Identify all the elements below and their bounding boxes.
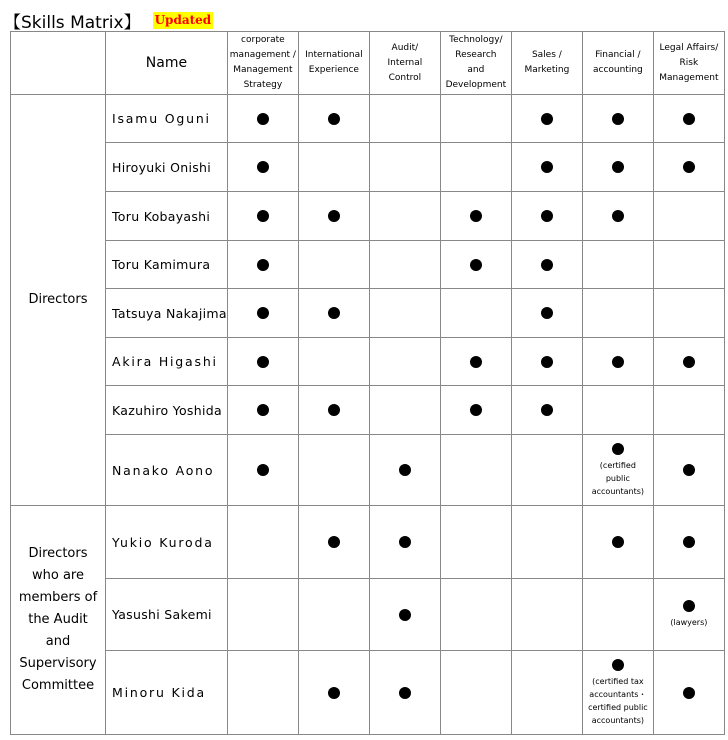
skill-cell-content: [228, 161, 298, 173]
skill-dot-icon: [257, 113, 269, 125]
skill-cell-content: [512, 113, 582, 125]
skill-cell: [369, 386, 440, 435]
skill-cell: [227, 241, 298, 289]
skill-cell: [440, 651, 511, 735]
header-line: Management: [659, 72, 719, 83]
skill-cell: [653, 506, 724, 579]
skill-dot-icon: [541, 161, 553, 173]
skill-cell: [511, 506, 582, 579]
skill-cell-content: [654, 687, 724, 699]
table-row: [11, 289, 725, 338]
skill-dot-icon: [257, 259, 269, 271]
skill-cell: [582, 289, 653, 338]
skill-cell: [298, 386, 369, 435]
skill-cell: [298, 506, 369, 579]
skill-cell-content: [654, 536, 724, 548]
skill-cell: [653, 651, 724, 735]
skill-cell-content: [441, 404, 511, 416]
skill-cell: [582, 143, 653, 192]
skill-cell: [298, 192, 369, 241]
skill-header-technology: [440, 32, 511, 95]
skill-header-financial: [582, 32, 653, 95]
skill-dot-icon: [328, 210, 340, 222]
skill-cell-content: [512, 161, 582, 173]
skill-cell-content: [654, 464, 724, 476]
qualification-note-line: (certified: [599, 460, 636, 470]
group-label-line: who are: [32, 568, 84, 583]
director-name: Yasushi Sakemi: [106, 579, 228, 651]
table-row: [11, 143, 725, 192]
group-label-line: members of: [18, 590, 98, 605]
skill-cell-content: [370, 536, 440, 548]
skill-header-management: [227, 32, 298, 95]
skill-cell-content: [228, 210, 298, 222]
table-row: [11, 192, 725, 241]
skill-cell: [227, 143, 298, 192]
director-name: Yukio Kuroda: [106, 506, 228, 579]
skill-dot-icon: [683, 113, 695, 125]
skill-dot-icon: [683, 464, 695, 476]
director-name: Minoru Kida: [106, 651, 228, 735]
skill-dot-icon: [257, 307, 269, 319]
skill-cell: [582, 338, 653, 386]
skill-cell-content: [583, 210, 653, 222]
skill-cell: [511, 241, 582, 289]
skill-cell: [511, 579, 582, 651]
skill-cell: [582, 651, 653, 735]
skill-cell-content: [370, 609, 440, 621]
header-line: management /: [229, 50, 296, 60]
skill-cell: [227, 338, 298, 386]
header-line: Technology/: [449, 35, 503, 45]
skill-cell: [653, 192, 724, 241]
qualification-note-line: accountants): [591, 486, 645, 496]
skill-dot-icon: [399, 536, 411, 548]
header-row: [11, 32, 725, 95]
table-row: [11, 651, 725, 735]
skill-cell-content: [228, 307, 298, 319]
director-name: Akira Higashi: [106, 338, 228, 386]
group-header-cell: [11, 32, 106, 95]
director-name: Isamu Oguni: [106, 95, 228, 143]
header-line: and: [467, 65, 485, 75]
skill-cell: [582, 241, 653, 289]
skill-cell: [298, 435, 369, 506]
skill-cell: [298, 579, 369, 651]
skill-cell-content: [654, 356, 724, 368]
skill-cell: [582, 435, 653, 506]
skill-dot-icon: [541, 356, 553, 368]
director-name: Toru Kobayashi: [106, 192, 228, 241]
skill-cell-content: [370, 464, 440, 476]
skill-cell: [369, 579, 440, 651]
table-row: [11, 386, 725, 435]
skill-cell: [440, 95, 511, 143]
skill-dot-icon: [328, 536, 340, 548]
matrix-body: [11, 95, 725, 735]
skill-cell: [369, 241, 440, 289]
skill-dot-icon: [612, 443, 624, 455]
skill-cell: [440, 579, 511, 651]
skill-cell: [298, 241, 369, 289]
skill-cell-content: [299, 687, 369, 699]
updated-badge: Updated: [154, 12, 212, 27]
skill-cell-content: [654, 161, 724, 173]
skill-cell: [298, 338, 369, 386]
qualification-note-line: public: [605, 473, 630, 483]
skill-header-legal: [653, 32, 724, 95]
skill-cell-content: [583, 443, 653, 498]
skill-dot-icon: [399, 464, 411, 476]
skill-cell-content: [583, 113, 653, 125]
qualification-note: [588, 675, 648, 727]
skill-cell: [582, 95, 653, 143]
skill-dot-icon: [470, 356, 482, 368]
qualification-note: [670, 616, 707, 629]
skill-dot-icon: [612, 536, 624, 548]
skill-cell: [653, 95, 724, 143]
skill-cell: [653, 289, 724, 338]
skill-cell: [511, 435, 582, 506]
skill-cell-content: [441, 259, 511, 271]
skill-dot-icon: [612, 659, 624, 671]
skill-cell: [298, 651, 369, 735]
skill-cell-content: [654, 113, 724, 125]
header-line: Sales /: [531, 50, 562, 60]
skill-cell: [440, 143, 511, 192]
skill-dot-icon: [470, 210, 482, 222]
skill-header-sales: [511, 32, 582, 95]
header-line: Legal Affairs/: [659, 42, 719, 53]
qualification-note-line: (lawyers): [670, 618, 708, 627]
skill-cell: [653, 386, 724, 435]
skill-cell-content: [512, 307, 582, 319]
skill-dot-icon: [683, 600, 695, 612]
skill-cell: [369, 192, 440, 241]
skill-cell: [369, 143, 440, 192]
skill-cell: [227, 651, 298, 735]
skill-cell-content: [583, 356, 653, 368]
skill-dot-icon: [683, 536, 695, 548]
qualification-note: [592, 459, 644, 498]
skill-cell-content: [299, 307, 369, 319]
skill-cell: [369, 506, 440, 579]
skill-cell-content: [370, 687, 440, 699]
skill-dot-icon: [257, 404, 269, 416]
header-line: Audit/: [391, 42, 419, 53]
header-line: Development: [445, 80, 507, 90]
skill-cell: [369, 651, 440, 735]
skill-cell-content: [299, 536, 369, 548]
page-title: 【Skills Matrix】: [4, 12, 141, 33]
skill-cell-content: [512, 404, 582, 416]
director-name: Toru Kamimura: [106, 241, 228, 289]
skill-cell-content: [441, 210, 511, 222]
skill-dot-icon: [541, 210, 553, 222]
header-line: International: [305, 50, 363, 60]
skill-cell-content: [583, 536, 653, 548]
header-line: Financial /: [595, 50, 641, 60]
director-name: Nanako Aono: [106, 435, 228, 506]
skill-cell: [227, 192, 298, 241]
skill-cell: [582, 192, 653, 241]
table-row: [11, 338, 725, 386]
title-row: [4, 8, 213, 32]
table-row: [11, 579, 725, 651]
header-line: accounting: [592, 65, 643, 75]
header-line: Research: [455, 50, 497, 60]
group-label-line: Directors: [28, 546, 88, 561]
skill-cell-content: [299, 113, 369, 125]
skill-dot-icon: [399, 609, 411, 621]
skill-cell: [582, 506, 653, 579]
skill-cell: [298, 95, 369, 143]
skill-dot-icon: [470, 259, 482, 271]
skill-cell-content: [441, 356, 511, 368]
skill-dot-icon: [683, 161, 695, 173]
skill-cell: [440, 506, 511, 579]
skill-dot-icon: [328, 307, 340, 319]
skill-dot-icon: [399, 687, 411, 699]
skill-cell: [227, 506, 298, 579]
skill-dot-icon: [612, 161, 624, 173]
skill-dot-icon: [328, 687, 340, 699]
skill-cell: [653, 338, 724, 386]
group-label-line: Directors: [28, 292, 88, 307]
skill-cell-content: [512, 356, 582, 368]
skill-cell: [227, 95, 298, 143]
name-header: Name: [106, 32, 228, 95]
skill-cell-content: [512, 259, 582, 271]
group-label-line: Committee: [21, 678, 95, 693]
skill-cell: [298, 289, 369, 338]
skill-cell: [298, 143, 369, 192]
skill-cell: [653, 435, 724, 506]
skill-cell: [369, 95, 440, 143]
skill-dot-icon: [541, 404, 553, 416]
skill-cell: [440, 241, 511, 289]
skill-cell-content: [512, 210, 582, 222]
header-line: Control: [388, 72, 422, 83]
table-row: [11, 95, 725, 143]
header-line: corporate: [241, 35, 285, 45]
skill-cell: [440, 192, 511, 241]
skill-cell: [227, 386, 298, 435]
skill-cell: [511, 338, 582, 386]
qualification-note-line: accountants・: [589, 689, 647, 699]
skill-cell: [227, 579, 298, 651]
group-label: [11, 506, 106, 735]
skill-cell: [369, 289, 440, 338]
skill-dot-icon: [257, 356, 269, 368]
header-line: Strategy: [243, 80, 283, 90]
skill-dot-icon: [470, 404, 482, 416]
table-row: [11, 506, 725, 579]
group-label-line: and: [45, 634, 71, 649]
skill-dot-icon: [257, 161, 269, 173]
group-label-line: Supervisory: [19, 656, 97, 671]
skills-matrix-table: [10, 31, 725, 735]
header-line: Management: [233, 65, 293, 75]
skill-cell-content: [583, 161, 653, 173]
skill-cell: [653, 241, 724, 289]
skill-cell: [511, 651, 582, 735]
skill-cell: [582, 579, 653, 651]
qualification-note-line: certified public: [588, 702, 648, 712]
skill-cell: [511, 143, 582, 192]
skill-cell-content: [228, 113, 298, 125]
skill-cell: [227, 435, 298, 506]
skill-dot-icon: [612, 113, 624, 125]
skill-cell: [440, 338, 511, 386]
group-label-line: the Audit: [28, 612, 88, 627]
skill-dot-icon: [612, 356, 624, 368]
director-name: Hiroyuki Onishi: [106, 143, 228, 192]
skill-dot-icon: [683, 687, 695, 699]
qualification-note-line: accountants): [591, 715, 645, 725]
table-row: [11, 241, 725, 289]
group-label: [11, 95, 106, 506]
skill-cell: [369, 338, 440, 386]
skill-dot-icon: [328, 113, 340, 125]
skill-cell: [582, 386, 653, 435]
director-name: Kazuhiro Yoshida: [106, 386, 228, 435]
skill-cell: [369, 435, 440, 506]
header-line: Risk: [679, 57, 699, 68]
skill-cell: [653, 579, 724, 651]
skill-dot-icon: [612, 210, 624, 222]
skill-cell: [511, 192, 582, 241]
header-line: Internal: [387, 57, 423, 68]
header-line: Marketing: [524, 65, 570, 75]
skill-cell: [440, 435, 511, 506]
skill-cell: [440, 289, 511, 338]
skill-dot-icon: [541, 113, 553, 125]
skill-cell-content: [299, 210, 369, 222]
skill-dot-icon: [683, 356, 695, 368]
qualification-note-line: (certified tax: [592, 676, 644, 686]
skill-header-audit: [369, 32, 440, 95]
skill-cell: [227, 289, 298, 338]
skill-dot-icon: [257, 210, 269, 222]
skill-cell-content: [654, 600, 724, 629]
skill-cell: [511, 289, 582, 338]
table-row: [11, 435, 725, 506]
skill-dot-icon: [541, 307, 553, 319]
skill-cell: [440, 386, 511, 435]
skill-dot-icon: [541, 259, 553, 271]
skill-cell-content: [228, 404, 298, 416]
skill-header-international: [298, 32, 369, 95]
skill-cell-content: [583, 659, 653, 727]
skill-cell-content: [228, 464, 298, 476]
skill-cell: [511, 386, 582, 435]
skill-dot-icon: [328, 404, 340, 416]
skill-cell-content: [228, 259, 298, 271]
skill-dot-icon: [257, 464, 269, 476]
skill-cell-content: [228, 356, 298, 368]
header-line: Experience: [308, 65, 359, 75]
director-name: Tatsuya Nakajima: [106, 289, 228, 338]
skill-cell-content: [299, 404, 369, 416]
skill-cell: [511, 95, 582, 143]
skill-cell: [653, 143, 724, 192]
